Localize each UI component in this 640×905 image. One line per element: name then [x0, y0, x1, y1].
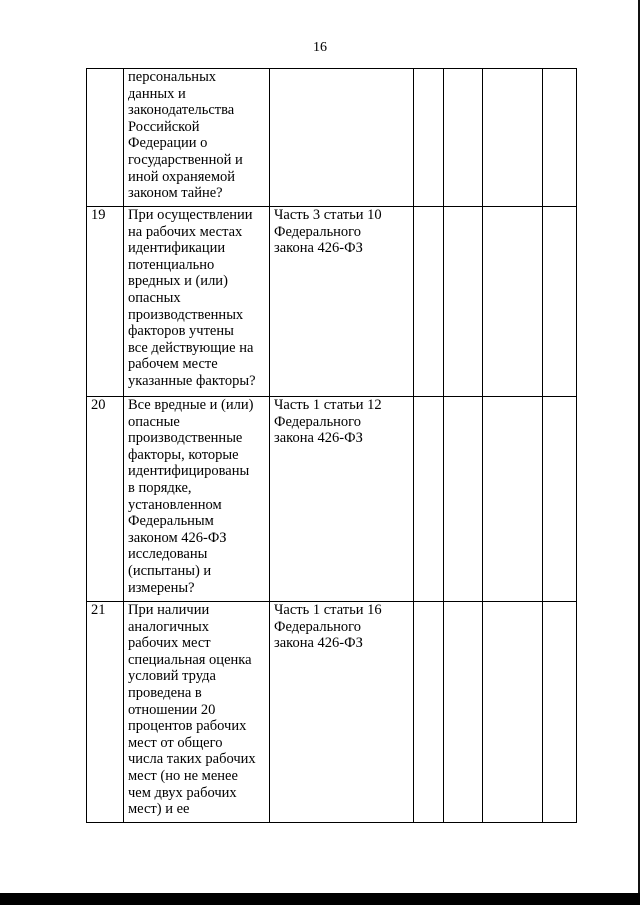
notes-cell: [543, 69, 577, 207]
notes-cell: [543, 602, 577, 823]
answer-na-cell: [483, 69, 543, 207]
table-row: [87, 397, 577, 602]
row-number-cell: 19: [87, 207, 124, 397]
question-cell: Все вредные и (или) опасные производственные факторы, которые идентифицированы в порядке, установленном Федеральным законом 426-ФЗ исследованы (испытаны) и измерены?: [124, 397, 270, 602]
row-number-cell: 21: [87, 602, 124, 823]
table-row: [87, 602, 577, 823]
table-row: [87, 207, 577, 397]
notes-cell: [543, 397, 577, 602]
table-row: [87, 69, 577, 207]
answer-no-cell: [444, 69, 483, 207]
legal-reference-cell: Часть 1 статьи 16 Федерального закона 426-ФЗ: [270, 602, 414, 823]
answer-na-cell: [483, 207, 543, 397]
notes-cell: [543, 207, 577, 397]
question-cell: персональных данных и законодательства Российской Федерации о государственной и иной охраняемой законом тайне?: [124, 69, 270, 207]
answer-yes-cell: [414, 397, 444, 602]
answer-na-cell: [483, 602, 543, 823]
answer-no-cell: [444, 397, 483, 602]
answer-yes-cell: [414, 602, 444, 823]
row-number-cell: [87, 69, 124, 207]
answer-yes-cell: [414, 207, 444, 397]
answer-no-cell: [444, 207, 483, 397]
row-number-cell: 20: [87, 397, 124, 602]
scan-bottom-border: [0, 893, 640, 905]
legal-reference-cell: [270, 69, 414, 207]
legal-reference-cell: Часть 3 статьи 10 Федерального закона 426-ФЗ: [270, 207, 414, 397]
answer-na-cell: [483, 397, 543, 602]
question-cell: При наличии аналогичных рабочих мест специальная оценка условий труда проведена в отношении 20 процентов рабочих мест от общего числа таких рабочих мест (но не менее чем двух рабочих мест) и ее: [124, 602, 270, 823]
page-number: 16: [313, 40, 327, 55]
checklist-table: [86, 68, 577, 823]
question-cell: При осуществлении на рабочих местах идентификации потенциально вредных и (или) опасных производственных факторов учтены все действующие на рабочем месте указанные факторы?: [124, 207, 270, 397]
legal-reference-cell: Часть 1 статьи 12 Федерального закона 426-ФЗ: [270, 397, 414, 602]
answer-yes-cell: [414, 69, 444, 207]
answer-no-cell: [444, 602, 483, 823]
